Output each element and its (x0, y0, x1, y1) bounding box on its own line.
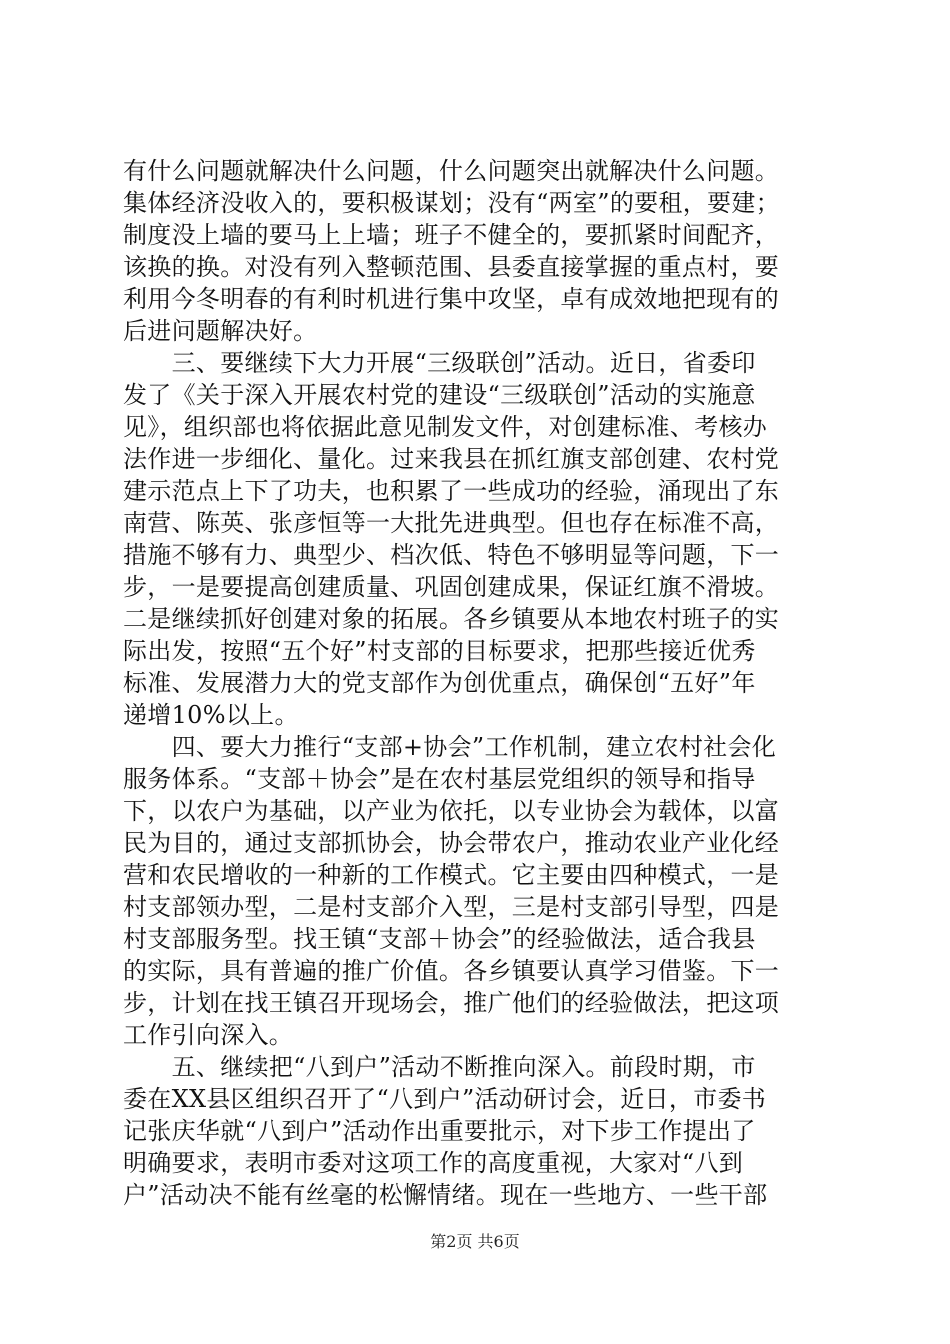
text-line: 法作进一步细化、量化。过来我县在抓红旗支部创建、农村党 (123, 445, 780, 473)
text-line: 建示范点上下了功夫，也积累了一些成功的经验，涌现出了东 (123, 477, 780, 505)
text-line: 的实际，具有普遍的推广价值。各乡镇要认真学习借鉴。下一 (123, 957, 780, 985)
text-line: 工作引向深入。 (123, 1021, 294, 1049)
text-line: 营和农民增收的一种新的工作模式。它主要由四种模式，一是 (123, 861, 780, 889)
text-line: 南营、陈英、张彦恒等一大批先进典型。但也存在标准不高， (123, 509, 780, 537)
text-line: 步，计划在找王镇召开现场会，推广他们的经验做法，把这项 (123, 989, 780, 1017)
text-line: 村支部服务型。找王镇“支部＋协会”的经验做法，适合我县 (123, 925, 756, 953)
page-footer (0, 1232, 950, 1252)
text-line: 际出发，按照“五个好”村支部的目标要求，把那些接近优秀 (123, 637, 756, 665)
text-line: 标准、发展潜力大的党支部作为创优重点，确保创“五好”年 (123, 669, 756, 697)
text-line: 集体经济没收入的，要积极谋划；没有“两室”的要租，要建； (123, 189, 780, 217)
text-line: 明确要求，表明市委对这项工作的高度重视，大家对“八到 (123, 1149, 744, 1177)
text-line: 措施不够有力、典型少、档次低、特色不够明显等问题，下一 (123, 541, 780, 569)
text-line: 记张庆华就“八到户”活动作出重要批示，对下步工作提出了 (123, 1117, 756, 1145)
text-line: 有什么问题就解决什么问题，什么问题突出就解决什么问题。 (123, 157, 780, 185)
text-line: 四、要大力推行“支部+协会”工作机制，建立农村社会化 (123, 733, 777, 761)
text-line: 利用今冬明春的有利时机进行集中攻坚，卓有成效地把现有的 (123, 285, 780, 313)
text-line: 步，一是要提高创建质量、巩固创建成果，保证红旗不滑坡。 (123, 573, 780, 601)
text-line: 户”活动决不能有丝毫的松懈情绪。现在一些地方、一些干部 (123, 1181, 768, 1209)
text-line: 三、要继续下大力开展“三级联创”活动。近日，省委印 (123, 349, 756, 377)
text-line: 委在XX县区组织召开了“八到户”活动研讨会，近日，市委书 (123, 1085, 767, 1113)
text-line: 见》，组织部也将依据此意见制发文件，对创建标准、考核办 (123, 413, 768, 441)
text-line: 递增10%以上。 (123, 701, 299, 729)
text-line: 二是继续抓好创建对象的拓展。各乡镇要从本地农村班子的实 (123, 605, 780, 633)
page-number: 第2页 共6页 (430, 1232, 520, 1251)
text-line: 村支部领办型，二是村支部介入型，三是村支部引导型，四是 (123, 893, 780, 921)
body-text (123, 155, 833, 1211)
text-line: 民为目的，通过支部抓协会，协会带农户，推动农业产业化经 (123, 829, 780, 857)
text-line: 下，以农户为基础，以产业为依托，以专业协会为载体，以富 (123, 797, 780, 825)
text-line: 发了《关于深入开展农村党的建设“三级联创”活动的实施意 (123, 381, 756, 409)
text-line: 五、继续把“八到户”活动不断推向深入。前段时期，市 (123, 1053, 756, 1081)
text-line: 后进问题解决好。 (123, 317, 318, 345)
text-line: 制度没上墙的要马上上墙；班子不健全的，要抓紧时间配齐， (123, 221, 780, 249)
text-line: 该换的换。对没有列入整顿范围、县委直接掌握的重点村，要 (123, 253, 780, 281)
text-line: 服务体系。“支部＋协会”是在农村基层党组织的领导和指导 (123, 765, 756, 793)
